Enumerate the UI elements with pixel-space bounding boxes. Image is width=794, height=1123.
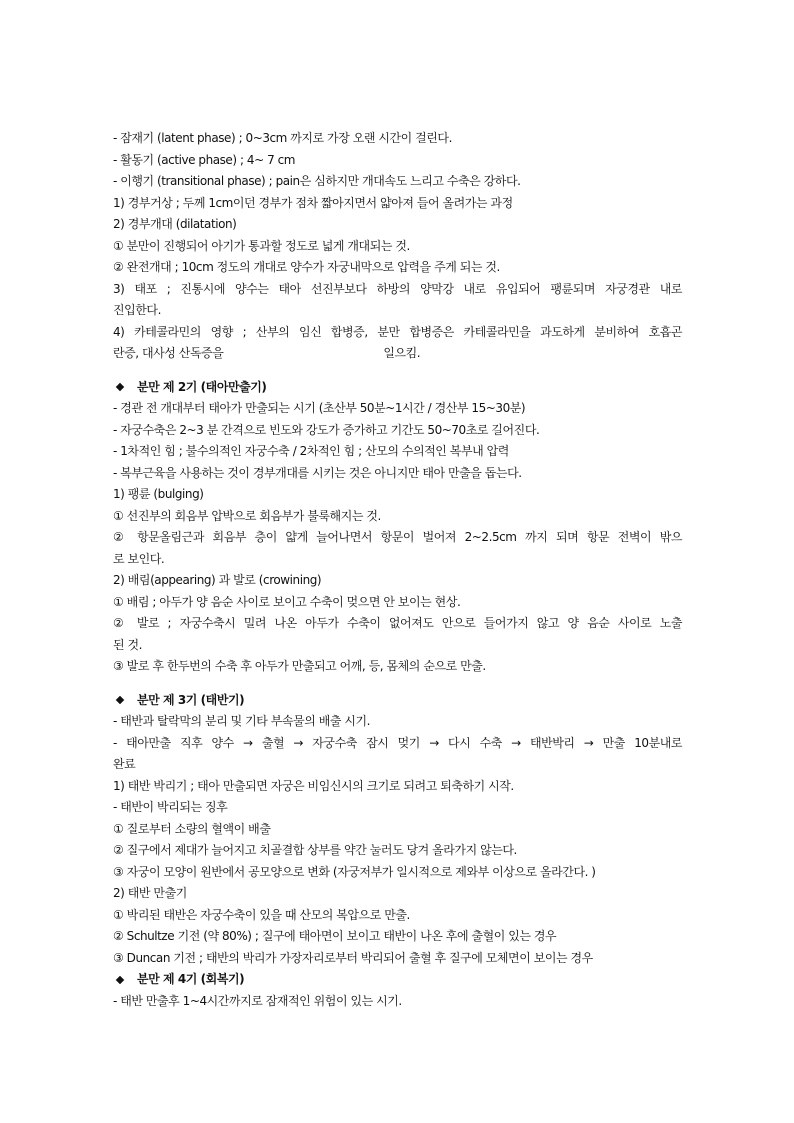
- text-line: 1) 경부거상 ; 두께 1cm이던 경부가 점차 짧아지면서 얇아져 들어 올려가는 과정: [113, 195, 513, 210]
- section-gap: [113, 365, 682, 377]
- text-line: ② 항문올림근과 회음부 층이 얇게 늘어나면서 항문이 벌어져 2~2.5cm 까지 되며 항문 전벽이 밖으: [113, 530, 682, 544]
- text-line: - 활동기 (active phase) ; 4~ 7 cm: [113, 152, 296, 167]
- text-line: ① 배림 ; 아두가 양 음순 사이로 보이고 수축이 멎으면 안 보이는 현상.: [113, 594, 461, 609]
- section-heading-text: 분만 제 2기 (태아만출기): [137, 379, 267, 394]
- text-line: ② 완전개대 ; 10cm 정도의 개대로 양수가 자궁내막으로 압력을 주게 되는 것.: [113, 260, 500, 274]
- text-line: - 자궁수축은 2~3 분 간격으로 빈도와 강도가 증가하고 기간도 50~70초로 길어진다.: [113, 422, 540, 437]
- text-line: 1) 태반 박리기 ; 태아 만출되면 자궁은 비임신시의 크기로 되려고 퇴축하기 시작.: [113, 778, 514, 793]
- text-run: 일으킴.: [383, 346, 421, 360]
- text-line: - 잠재기 (latent phase) ; 0~3cm 까지로 가장 오랜 시간이 걸린다.: [113, 131, 452, 145]
- text-line: - 경관 전 개대부터 태아가 만출되는 시기 (초산부 50분~1시간 / 경산부 15~30분): [113, 401, 526, 415]
- diamond-bullet-icon: [116, 696, 124, 704]
- section-heading-text: 분만 제 4기 (회복기): [137, 972, 245, 986]
- text-line: ① 분만이 진행되어 아기가 통과할 정도로 넓게 개대되는 것.: [113, 238, 410, 253]
- text-line: - 태반 만출후 1~4시간까지로 잠재적인 위험이 있는 시기.: [113, 993, 402, 1008]
- text-line: - 복부근육을 사용하는 것이 경부개대를 시키는 것은 아니지만 태아 만출을 돕는다.: [113, 465, 522, 480]
- text-line: ① 질로부터 소량의 혈액이 배출: [113, 821, 271, 836]
- text-line: ② 질구에서 제대가 늘어지고 치골결합 상부를 약간 눌러도 당겨 올라가지 않는다.: [113, 843, 517, 857]
- section-gap: [113, 678, 682, 690]
- section-heading: [113, 969, 682, 991]
- text-line: 3) 태포 ; 진통시에 양수는 태아 선진부보다 하방의 양막강 내로 유입되어 팽륜되며 자궁경관 내로: [113, 281, 682, 296]
- text-line: 2) 태반 만출기: [113, 886, 187, 900]
- text-line: - 이행기 (transitional phase) ; pain은 심하지만 개대속도 느리고 수축은 강하다.: [113, 174, 521, 188]
- text-line: 4) 카테콜라민의 영향 ; 산부의 임신 합병증, 분만 합병증은 카테콜라민을 과도하게 분비하여 호흡곤: [113, 324, 682, 339]
- text-line: - 태반과 탈락막의 분리 및 기타 부속물의 배출 시기.: [113, 714, 371, 728]
- text-line: 1) 팽륜 (bulging): [113, 487, 204, 501]
- text-line: 완료: [113, 757, 136, 771]
- text-line: ① 박리된 태반은 자궁수축이 있을 때 산모의 복압으로 만출.: [113, 907, 410, 922]
- text-line: ③ 발로 후 한두번의 수축 후 아두가 만출되고 어깨, 등, 몸체의 순으로 만출.: [113, 659, 486, 673]
- text-line: - 태반이 박리되는 징후: [113, 800, 228, 814]
- text-line: - 태아만출 직후 양수 → 출혈 → 자궁수축 잠시 멎기 → 다시 수축 → 태반박리 → 만출 10분내로: [113, 735, 682, 750]
- text-line: [113, 343, 682, 365]
- text-run: 란증, 대사성 산독증을: [113, 346, 224, 360]
- text-line: 된 것.: [113, 637, 143, 652]
- diamond-bullet-icon: [116, 976, 124, 984]
- section-heading-text: 분만 제 3기 (태반기): [137, 692, 245, 707]
- text-line: 로 보인다.: [113, 551, 165, 566]
- section-heading: [113, 690, 682, 712]
- text-line: 2) 배림(appearing) 과 발로 (crowining): [113, 573, 322, 587]
- text-line: ③ 자궁이 모양이 원반에서 공모양으로 변화 (자궁저부가 일시적으로 제와부 이상으로 올라간다. ): [113, 864, 596, 879]
- text-line: - 1차적인 힘 ; 불수의적인 자궁수축 / 2차적인 힘 ; 산모의 수의적인 복부내 압력: [113, 444, 509, 458]
- diamond-bullet-icon: [116, 383, 124, 391]
- text-line: ③ Duncan 기전 ; 태반의 박리가 가장자리로부터 박리되어 출혈 후 질구에 모체면이 보이는 경우: [113, 950, 593, 965]
- text-line: 2) 경부개대 (dilatation): [113, 217, 237, 231]
- section-heading: [113, 377, 682, 399]
- text-line: ② 발로 ; 자궁수축시 밀려 나온 아두가 수축이 없어져도 안으로 들어가지 않고 양 음순 사이로 노출: [113, 616, 682, 630]
- text-line: 진입한다.: [113, 303, 161, 317]
- text-line: ① 선진부의 회음부 압박으로 회음부가 불룩해지는 것.: [113, 508, 381, 523]
- text-line: ② Schultze 기전 (약 80%) ; 질구에 태아면이 보이고 태반이 나온 후에 출혈이 있는 경우: [113, 929, 557, 943]
